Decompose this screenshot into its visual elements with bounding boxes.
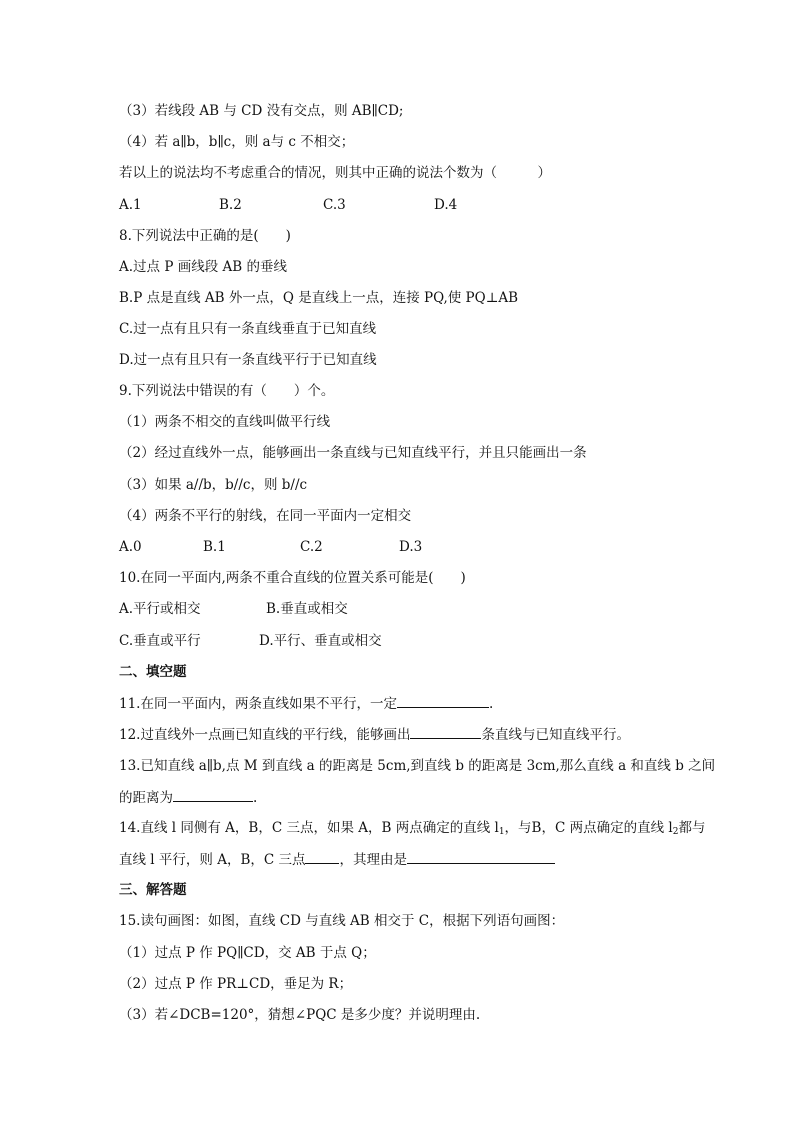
- q11-end: .: [488, 696, 494, 712]
- q14-sub1: 1: [498, 827, 505, 837]
- q10-option-c: C.垂直或平行: [119, 633, 201, 649]
- q7-stem: 若以上的说法均不考虑重合的情况，则其中正确的说法个数为（ ）: [119, 165, 551, 181]
- q14-line1: [119, 818, 705, 842]
- q11: [119, 693, 493, 714]
- q15-item2: （2）过点 P 作 PR⊥CD，垂足为 R；: [119, 976, 353, 992]
- q9-stem: 9.下列说法中错误的有（ ）个。: [119, 383, 335, 399]
- q13-line1: 13.已知直线 a∥b,点 M 到直线 a 的距离是 5cm,到直线 b 的距离是 3cm,那么直线 a 和直线 b 之间: [119, 758, 716, 774]
- q9-item3: （3）如果 a//b，b//c，则 b//c: [119, 477, 308, 493]
- q15-item1: （1）过点 P 作 PQ∥CD，交 AB 于点 Q；: [119, 945, 376, 961]
- q8-stem: 8.下列说法中正确的是( ): [119, 228, 291, 244]
- q10-option-b: B.垂直或相交: [266, 601, 348, 617]
- q7-option-c: C.3: [323, 197, 346, 213]
- q9-option-a: A.0: [119, 539, 142, 555]
- q9-item2: （2）经过直线外一点，能够画出一条直线与已知直线平行，并且只能画出一条: [119, 445, 587, 461]
- q14-answer-blank-2[interactable]: [407, 849, 555, 864]
- q15-item3: （3）若∠DCB=120°，猜想∠PQC 是多少度？并说明理由.: [119, 1007, 481, 1023]
- q7-item4: （4）若 a∥b，b∥c，则 a与 c 不相交；: [119, 134, 355, 150]
- q9-option-b: B.1: [203, 539, 226, 555]
- q13-answer-blank[interactable]: [173, 787, 253, 802]
- q8-option-d: D.过一点有且只有一条直线平行于已知直线: [119, 352, 377, 368]
- q15-stem: 15.读句画图：如图，直线 CD 与直线 AB 相交于 C，根据下列语句画图：: [119, 913, 565, 929]
- q14-sub2: 2: [672, 827, 679, 837]
- q10-stem: 10.在同一平面内,两条不重合直线的位置关系可能是( ): [119, 570, 466, 586]
- q13-text2: 的距离为: [119, 790, 173, 806]
- q11-text: 11.在同一平面内，两条直线如果不平行，一定: [119, 696, 397, 712]
- q9-item4: （4）两条不平行的射线，在同一平面内一定相交: [119, 508, 412, 524]
- q11-answer-blank[interactable]: [397, 693, 489, 708]
- q14-part2: ，与B，C 两点确定的直线 l: [504, 820, 673, 836]
- q7-option-b: B.2: [219, 197, 242, 213]
- q12: [119, 724, 630, 745]
- q7-option-a: A.1: [119, 197, 142, 213]
- q9-option-c: C.2: [300, 539, 323, 555]
- q14-answer-blank-1[interactable]: [305, 849, 339, 864]
- q10-option-d: D.平行、垂直或相交: [259, 633, 382, 649]
- q14-part1: 14.直线 l 同侧有 A，B，C 三点，如果 A，B 两点确定的直线 l: [119, 820, 499, 836]
- q13-line2: [119, 787, 257, 808]
- section-fill-in-heading: 二、填空题: [119, 664, 187, 680]
- q10-option-a: A.平行或相交: [119, 601, 201, 617]
- q9-item1: （1）两条不相交的直线叫做平行线: [119, 414, 331, 430]
- q14-line2b: ，其理由是: [339, 852, 407, 868]
- section-answer-heading: 三、解答题: [119, 882, 187, 898]
- q14-line2: [119, 849, 555, 870]
- q8-option-c: C.过一点有且只有一条直线垂直于已知直线: [119, 321, 377, 337]
- q7-option-d: D.4: [434, 197, 458, 213]
- q14-line2a: 直线 l 平行，则 A，B，C 三点: [119, 852, 306, 868]
- q8-option-b: B.P 点是直线 AB 外一点，Q 是直线上一点，连接 PQ,使 PQ⊥AB: [119, 290, 519, 306]
- q13-end: .: [253, 790, 258, 806]
- q12-end: 条直线与已知直线平行。: [481, 727, 630, 743]
- q12-answer-blank[interactable]: [410, 724, 481, 739]
- q12-text: 12.过直线外一点画已知直线的平行线，能够画出: [119, 727, 411, 743]
- q7-item3: （3）若线段 AB 与 CD 没有交点，则 AB∥CD;: [119, 103, 404, 119]
- q9-option-d: D.3: [399, 539, 423, 555]
- q8-option-a: A.过点 P 画线段 AB 的垂线: [119, 259, 287, 275]
- q14-part3: 都与: [678, 820, 706, 836]
